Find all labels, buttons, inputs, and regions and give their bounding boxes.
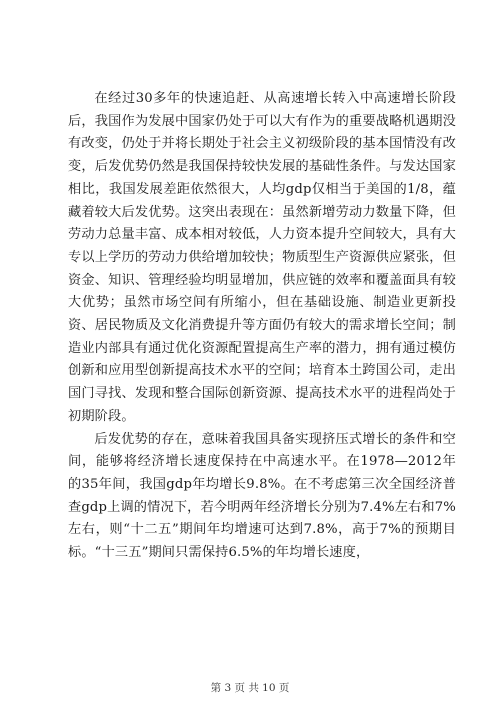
paragraph-2: 后发优势的存在，意味着我国具备实现挤压式增长的条件和空间，能够将经济增长速度保持在中高速水平。在1978—2012年的35年间，我国gdp年均增长9.8%。在不考虑第三次全国经济普查gdp上调的情况下，若今明两年经济增长分别为7.4%左右和7%左右，则“十二五”期间年均增速可达到7.8%，高于7%的预期目标。“十三五”期间只需保持6.5%的年均增长速度， (68, 431, 456, 561)
document-body (68, 88, 456, 565)
paragraph-1: 在经过30多年的快速追赶、从高速增长转入中高速增长阶段后，我国作为发展中国家仍处于可以大有作为的重要战略机遇期没有改变，仍处于并将长期处于社会主义初级阶段的基本国情没有改变，后发优势仍然是我国保持较快发展的基础性条件。与发达国家相比，我国发展差距依然很大，人均gdp仅相当于美国的1/8，蕴藏着较大后发优势。这突出表现在：虽然新增劳动力数量下降，但劳动力总量丰富、成本相对较低，人力资本提升空间较大，具有大专以上学历的劳动力供给增加较快；物质型生产资源供应紧张，但资金、知识、管理经验均明显增加，供应链的效率和覆盖面具有较大优势；虽然市场空间有所缩小，但在基础设施、制造业更新投资、居民物质及文化消费提升等方面仍有较大的需求增长空间；制造业内部具有通过优化资源配置提高生产率的潜力，拥有通过模仿创新和应用型创新提高技术水平的空间；培育本土跨国公司，走出国门寻找、发现和整合国际创新资源、提高技术水平的进程尚处于初期阶段。 (68, 91, 456, 424)
page-footer: 第 3 页 共 10 页 (210, 682, 290, 694)
